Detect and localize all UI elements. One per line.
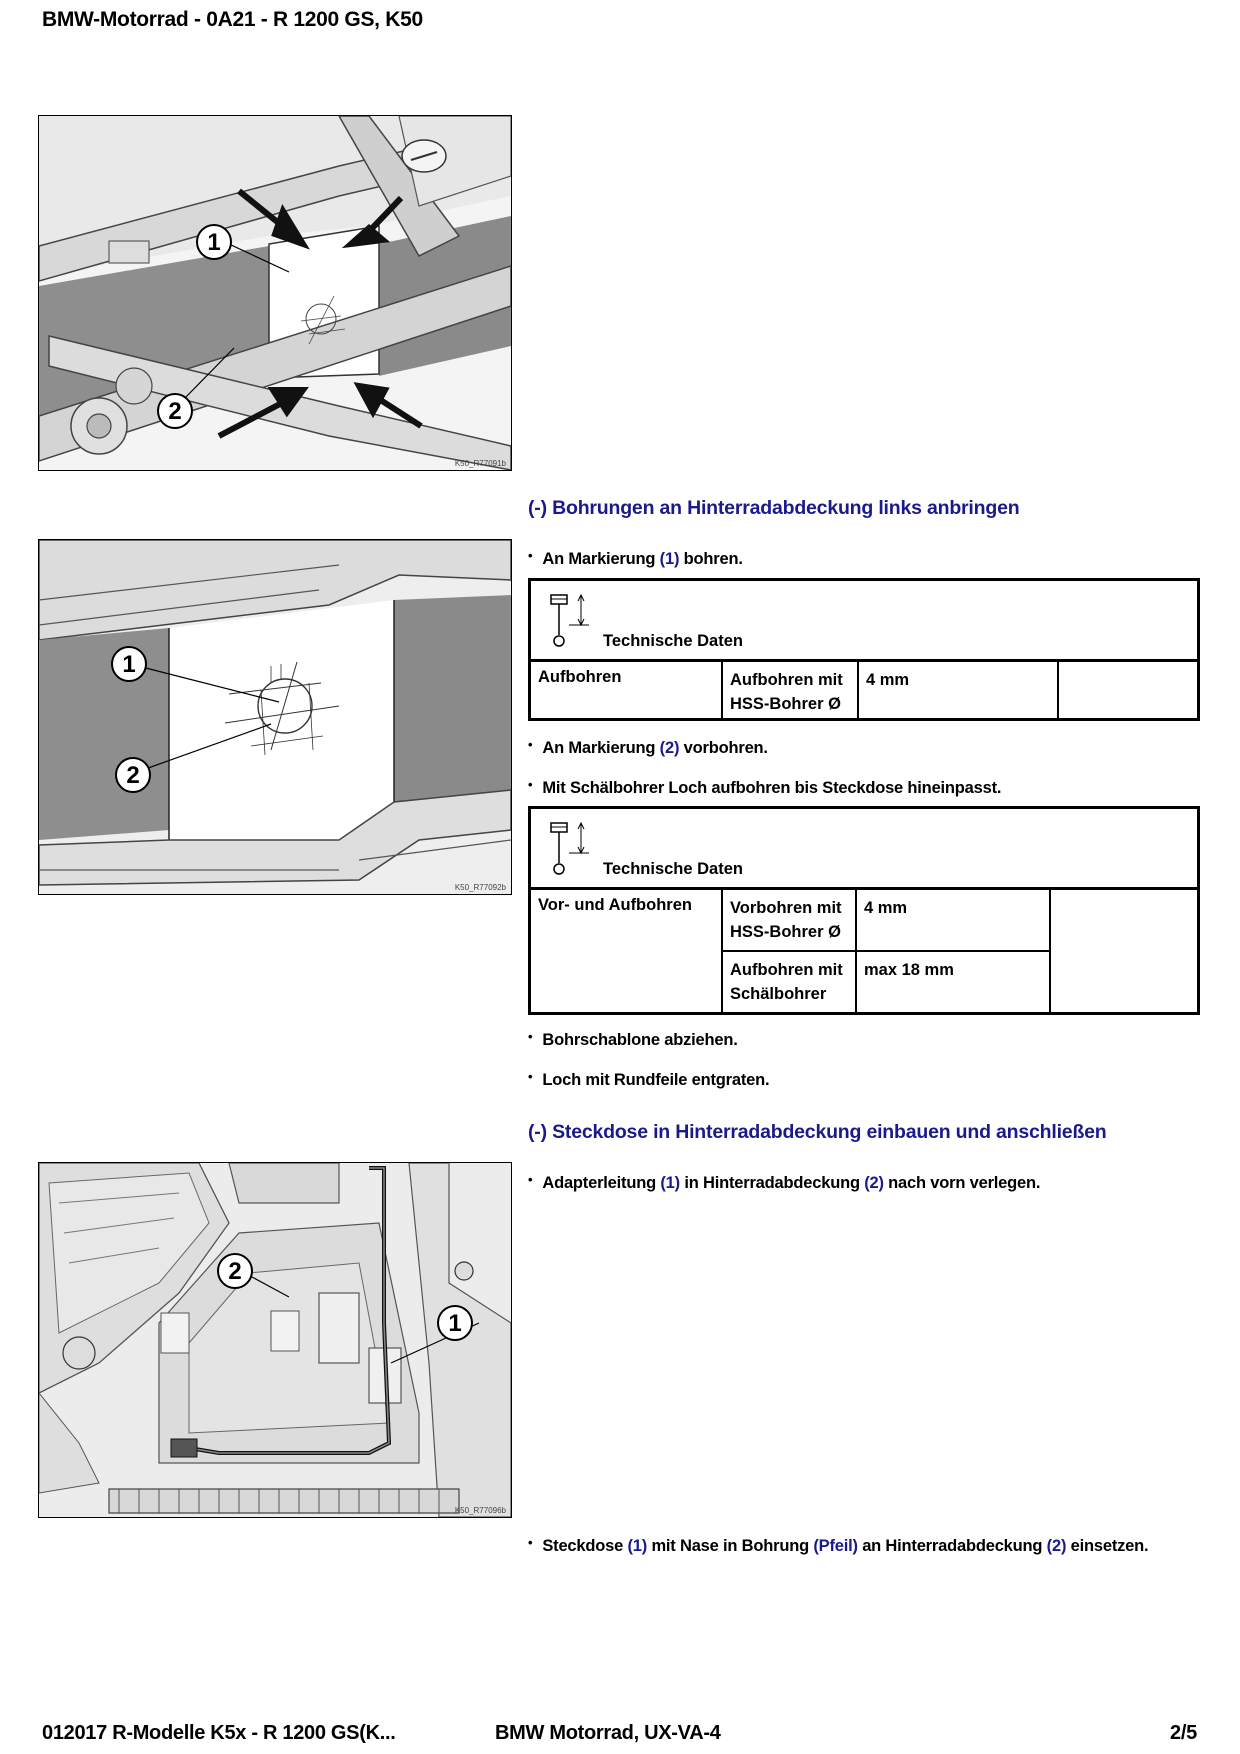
- svg-text:1: 1: [207, 229, 221, 256]
- footer-publisher: BMW Motorrad, UX-VA-4: [495, 1722, 721, 1744]
- bullet-icon: •: [528, 1172, 533, 1187]
- tool-cell: Aufbohren mit HSS-Bohrer Ø: [723, 662, 859, 718]
- reference-1: (1): [659, 550, 680, 568]
- figure-code: K50_R77096b: [454, 1506, 506, 1515]
- bullet-icon: •: [528, 777, 533, 792]
- technical-data-table-2: [528, 806, 1200, 1015]
- bullet-icon: •: [528, 1029, 533, 1044]
- empty-cell: [1051, 890, 1197, 1012]
- callout-layer: [39, 540, 511, 894]
- technical-data-table-1: [528, 578, 1200, 721]
- footer-document-ref: 012017 R-Modelle K5x - R 1200 GS(K...: [42, 1722, 396, 1744]
- empty-cell: [1059, 662, 1197, 718]
- step-remove-template: • Bohrschablone abziehen.: [528, 1029, 738, 1049]
- reference-2: (2): [659, 739, 680, 757]
- step-insert-socket: • Steckdose (1) mit Nase in Bohrung (Pfeil) an Hinterradabdeckung (2) einsetzen.: [528, 1535, 1149, 1555]
- step-predrill-mark-2: • An Markierung (2) vorbohren.: [528, 737, 768, 757]
- operation-cell: Vor- und Aufbohren: [531, 890, 723, 1012]
- callout-2: [116, 758, 150, 792]
- figure-frame-drilling-template: [38, 115, 512, 471]
- section-heading-socket: (-) Steckdose in Hinterradabdeckung einbauen und anschließen: [528, 1121, 1107, 1143]
- value-cell: max 18 mm: [864, 961, 954, 979]
- step-ream-hole: • Mit Schälbohrer Loch aufbohren bis Steckdose hineinpasst.: [528, 777, 1002, 797]
- svg-text:1: 1: [448, 1310, 462, 1337]
- value-cell: 4 mm: [859, 662, 1059, 718]
- callout-2: [218, 1254, 252, 1288]
- figure-socket-wiring: [38, 1162, 512, 1518]
- callout-layer: [39, 116, 511, 470]
- svg-text:2: 2: [228, 1258, 242, 1285]
- figure-drilling-template-detail: [38, 539, 512, 895]
- technical-data-title: Technische Daten: [603, 860, 743, 878]
- reference-1: (1): [660, 1174, 680, 1192]
- reference-2: (2): [1046, 1537, 1067, 1555]
- step-route-adapter-cable: • Adapterleitung (1) in Hinterradabdeckung (2) nach vorn verlegen.: [528, 1172, 1041, 1192]
- reference-1: (1): [627, 1537, 648, 1555]
- callout-1: [197, 225, 231, 259]
- value-cell: 4 mm: [864, 899, 908, 917]
- callout-layer: [39, 1163, 511, 1517]
- svg-text:2: 2: [168, 398, 182, 425]
- footer-page-number: 2/5: [1170, 1722, 1197, 1744]
- operation-cell: Aufbohren: [531, 662, 723, 718]
- tool-cell: Aufbohren mit Schälbohrer: [723, 952, 857, 1012]
- page-header-title: BMW-Motorrad - 0A21 - R 1200 GS, K50: [42, 8, 423, 31]
- technical-data-title: Technische Daten: [603, 632, 743, 650]
- section-heading-drilling: (-) Bohrungen an Hinterradabdeckung links anbringen: [528, 497, 1020, 519]
- figure-code: K50_R77091b: [454, 459, 506, 468]
- reference-2: (2): [864, 1174, 884, 1192]
- tool-cell: Vorbohren mit HSS-Bohrer Ø: [723, 890, 857, 950]
- drill-spec-icon: [547, 819, 591, 877]
- bullet-icon: •: [528, 1069, 533, 1084]
- callout-1: [438, 1306, 472, 1340]
- bullet-icon: •: [528, 737, 533, 752]
- drill-spec-icon: [547, 591, 591, 649]
- bullet-icon: •: [528, 548, 533, 563]
- callout-2: [158, 394, 192, 428]
- step-drill-mark-1: • An Markierung (1) bohren.: [528, 548, 743, 568]
- bullet-icon: •: [528, 1535, 533, 1550]
- step-deburr-hole: • Loch mit Rundfeile entgraten.: [528, 1069, 770, 1089]
- figure-code: K50_R77092b: [454, 883, 506, 892]
- callout-1: [112, 647, 146, 681]
- svg-text:1: 1: [122, 651, 136, 678]
- reference-arrow: (Pfeil): [813, 1537, 858, 1555]
- svg-text:2: 2: [126, 762, 140, 789]
